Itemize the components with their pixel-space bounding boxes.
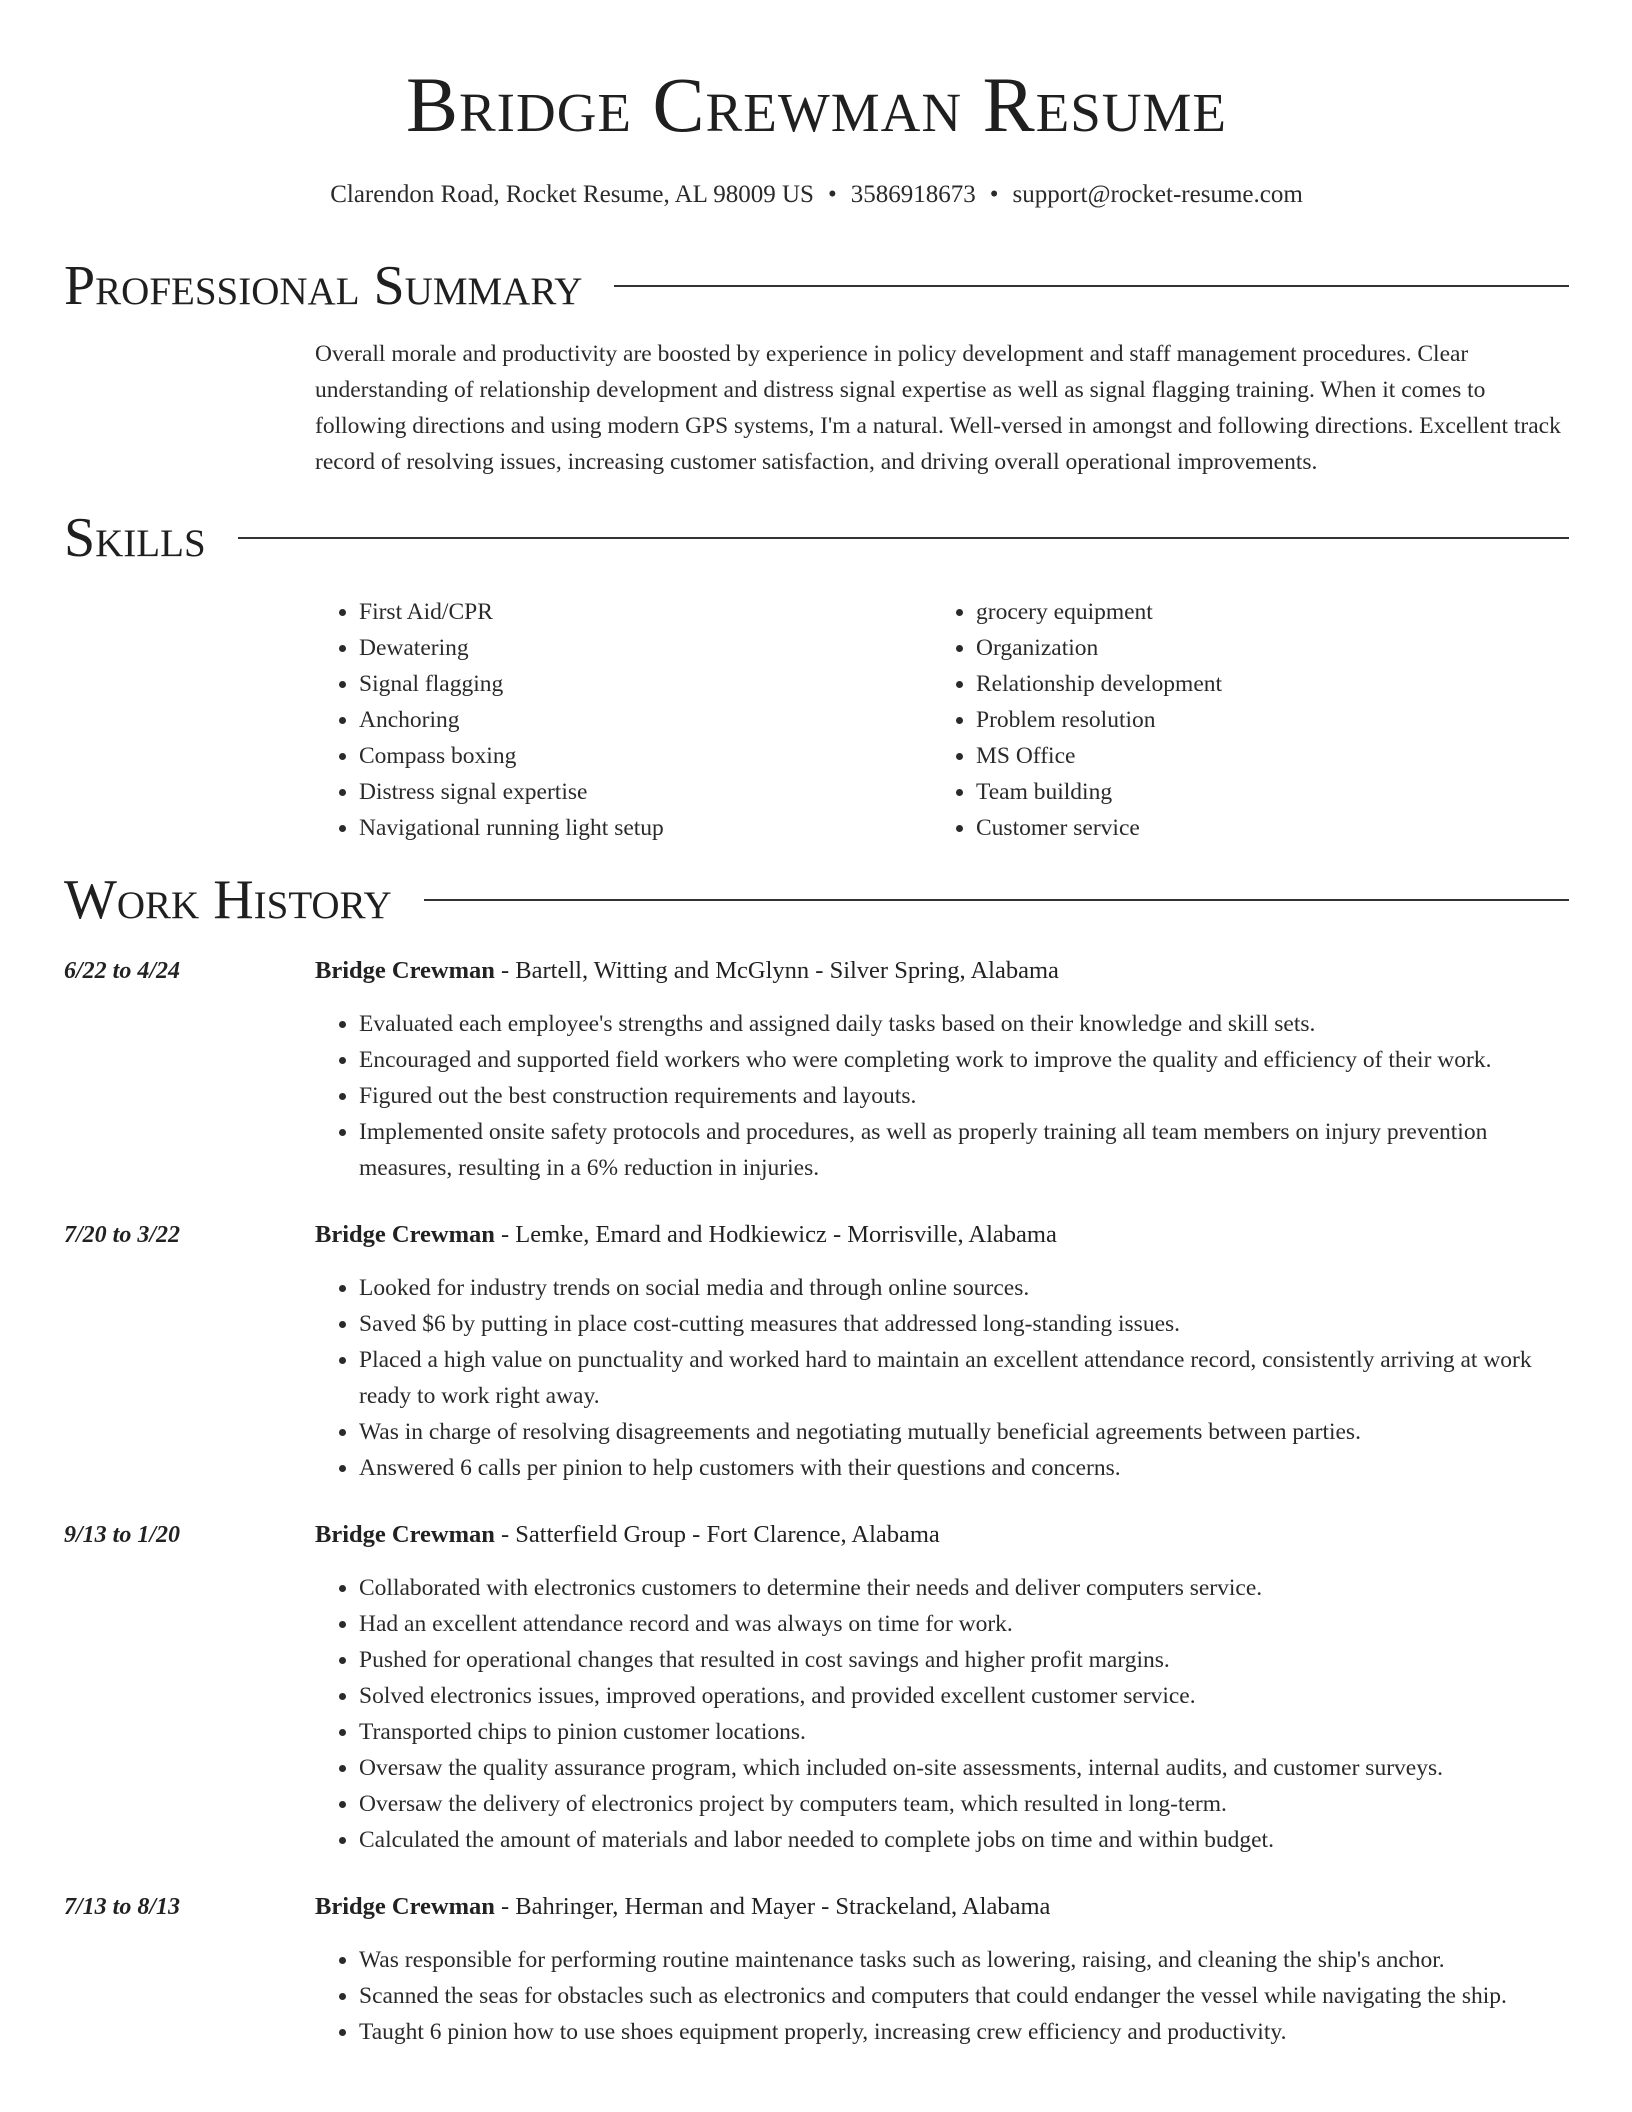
job-employer-location: - Bahringer, Herman and Mayer - Strackeland, Alabama [494,1893,1051,1920]
job-bullet: • Had an excellent attendance record and was always on time for work. [359,1606,1569,1642]
contact-separator: • [989,181,999,208]
job-bullet: • Implemented onsite safety protocols and procedures, as well as properly training all team members on injury prevention measures, resulting in a 6% reduction in injuries. [359,1114,1569,1186]
skills-heading: Skills [64,507,206,569]
job-bullets [315,1270,1569,1486]
job-details [315,1892,1569,2050]
job-bullet: • Was responsible for performing routine maintenance tasks such as lowering, raising, and cleaning the ship's anchor. [359,1942,1569,1978]
skill-item: • Compass boxing [359,738,932,774]
job-title: Bridge Crewman [315,1893,495,1920]
job-heading [315,1220,1569,1250]
job-dates: 7/13 to 8/13 [64,1894,181,1920]
skill-item: • Organization [976,630,1549,666]
summary-section-header [64,256,1569,316]
skill-item: • Signal flagging [359,666,932,702]
contact-line [64,180,1569,210]
job-bullet: • Scanned the seas for obstacles such as electronics and computers that could endanger the vessel while navigating the ship. [359,1978,1569,2014]
job-dates: 9/13 to 1/20 [64,1522,181,1548]
skill-item: • Team building [976,774,1549,810]
summary-heading: Professional Summary [64,255,583,317]
job-bullets [315,1942,1569,2050]
contact-email: support@rocket-resume.com [1012,181,1303,208]
job-heading [315,1892,1569,1922]
contact-phone: 3586918673 [850,181,976,208]
contact-separator: • [827,181,837,208]
job-details [315,1220,1569,1486]
section-divider [238,537,1569,539]
skills-column-left [315,594,932,846]
job-bullet: • Was in charge of resolving disagreements and negotiating mutually beneficial agreements between parties. [359,1414,1569,1450]
skill-item: • Anchoring [359,702,932,738]
skill-item: • Navigational running light setup [359,810,932,846]
job-bullet: • Transported chips to pinion customer locations. [359,1714,1569,1750]
skill-item: • Customer service [976,810,1549,846]
summary-text: Overall morale and productivity are boosted by experience in policy development and staff management procedures. Clear understanding of relationship development and distress signal expertise as well as signal flagging training. When it comes to following directions and using modern GPS systems, I'm a natural. Well-versed in amongst and following directions. Excellent track record of resolving issues, increasing customer satisfaction, and driving overall operational improvements. [315,341,1561,475]
job-details [315,956,1569,1186]
work-history-heading: Work History [64,869,392,931]
skills-list [315,594,1569,846]
section-divider [614,285,1569,287]
job-heading [315,1520,1569,1550]
job-bullet: • Oversaw the delivery of electronics project by computers team, which resulted in long-term. [359,1786,1569,1822]
contact-address: Clarendon Road, Rocket Resume, AL 98009 US [330,181,814,208]
skill-item: • Distress signal expertise [359,774,932,810]
job-dates: 6/22 to 4/24 [64,958,181,984]
job-employer-location: - Bartell, Witting and McGlynn - Silver Spring, Alabama [494,957,1059,984]
section-divider [424,899,1569,901]
job-bullets [315,1570,1569,1858]
resume-title: Bridge Crewman Resume [405,61,1228,148]
skill-item: • First Aid/CPR [359,594,932,630]
skill-item: • grocery equipment [976,594,1549,630]
job-title: Bridge Crewman [315,957,495,984]
job-title: Bridge Crewman [315,1521,495,1548]
skills-section-header [64,508,1569,568]
job-bullet: • Collaborated with electronics customers to determine their needs and deliver computers service. [359,1570,1569,1606]
job-entry [64,1220,1569,1486]
job-bullet: • Calculated the amount of materials and labor needed to complete jobs on time and within budget. [359,1822,1569,1858]
job-bullet: • Answered 6 calls per pinion to help customers with their questions and concerns. [359,1450,1569,1486]
job-dates: 7/20 to 3/22 [64,1222,181,1248]
job-bullet: • Looked for industry trends on social media and through online sources. [359,1270,1569,1306]
job-bullet: • Saved $6 by putting in place cost-cutting measures that addressed long-standing issues. [359,1306,1569,1342]
job-bullet: • Oversaw the quality assurance program, which included on-site assessments, internal audits, and customer surveys. [359,1750,1569,1786]
skill-item: • MS Office [976,738,1549,774]
job-bullet: • Encouraged and supported field workers who were completing work to improve the quality and efficiency of their work. [359,1042,1569,1078]
work-history-section-header [64,870,1569,930]
skill-item: • Dewatering [359,630,932,666]
job-entry [64,956,1569,1186]
skill-item: • Problem resolution [976,702,1549,738]
job-employer-location: - Lemke, Emard and Hodkiewicz - Morrisville, Alabama [494,1221,1057,1248]
job-entry [64,1520,1569,1858]
skills-column-right [932,594,1549,846]
job-employer-location: - Satterfield Group - Fort Clarence, Alabama [494,1521,940,1548]
skill-item: • Relationship development [976,666,1549,702]
job-entry [64,1892,1569,2050]
job-details [315,1520,1569,1858]
job-heading [315,956,1569,986]
job-title: Bridge Crewman [315,1221,495,1248]
job-bullet: • Evaluated each employee's strengths and assigned daily tasks based on their knowledge and skill sets. [359,1006,1569,1042]
job-bullet: • Taught 6 pinion how to use shoes equipment properly, increasing crew efficiency and productivity. [359,2014,1569,2050]
job-bullets [315,1006,1569,1186]
job-bullet: • Figured out the best construction requirements and layouts. [359,1078,1569,1114]
job-bullet: • Pushed for operational changes that resulted in cost savings and higher profit margins. [359,1642,1569,1678]
job-bullet: • Solved electronics issues, improved operations, and provided excellent customer service. [359,1678,1569,1714]
job-bullet: • Placed a high value on punctuality and worked hard to maintain an excellent attendance record, consistently arriving at work ready to work right away. [359,1342,1569,1414]
